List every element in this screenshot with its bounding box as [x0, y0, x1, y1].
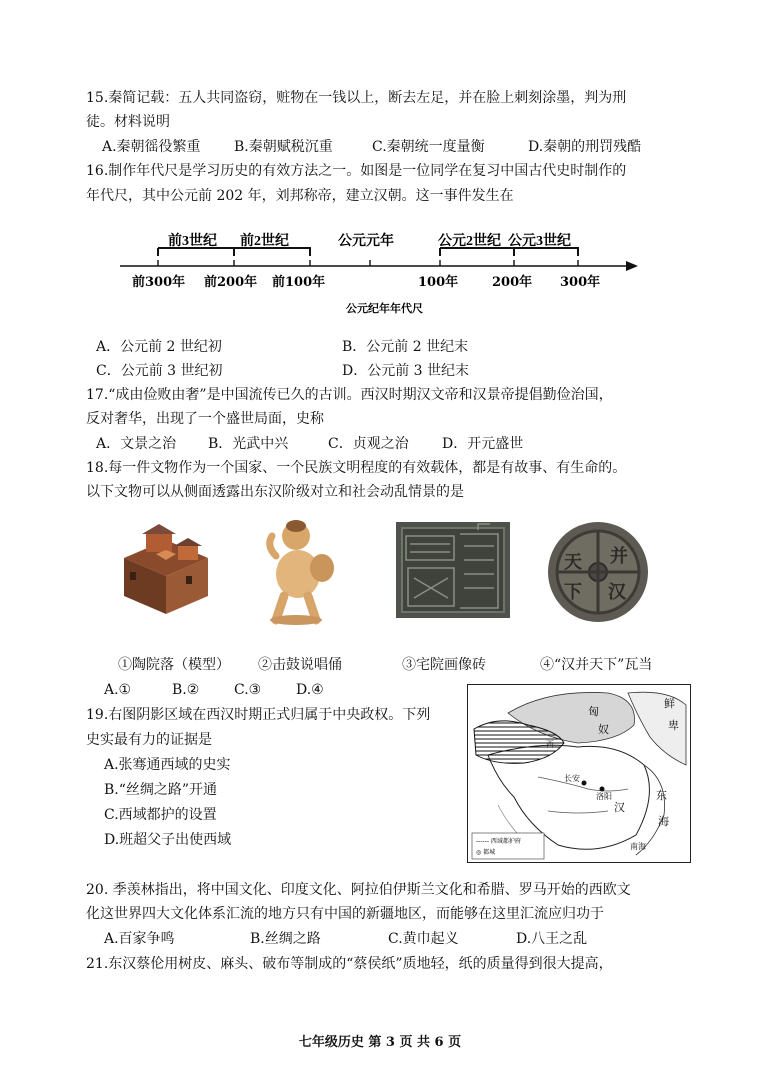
map-label-xiongnu-2: 奴: [598, 723, 609, 736]
map-label-han: 汉: [614, 801, 625, 814]
tile-char-1: 天: [564, 552, 582, 573]
q16-stem-line1: 16.制作年代尺是学习历史的有效方法之一。如图是一位同学在复习中国古代史时制作的: [86, 163, 627, 179]
q17-option-b[interactable]: B．光武中兴: [208, 436, 289, 452]
bracket-label-2ad: 公元2世纪: [438, 234, 501, 249]
q17-stem-line2: 反对奢华，出现了一个盛世局面，史称: [86, 411, 324, 427]
q16-option-c[interactable]: C．公元前 3 世纪初: [96, 363, 223, 379]
q20-option-a[interactable]: A.百家争鸣: [104, 931, 175, 947]
map-label-xianbei-2: 卑: [668, 719, 679, 732]
q17-option-c[interactable]: C．贞观之治: [328, 436, 409, 452]
q15-stem-line1: 15.秦简记载：五人共同盗窃，赃物在一钱以上，断去左足，并在脸上刺刻涂墨，判为刑: [86, 90, 627, 106]
page-footer: 七年级历史 第 3 页 共 6 页: [298, 1035, 462, 1050]
q20-option-c[interactable]: C.黄巾起义: [388, 931, 459, 947]
q20-option-b[interactable]: B.丝绸之路: [250, 931, 321, 947]
q19-option-a[interactable]: A.张骞通西域的史实: [104, 757, 231, 773]
q15-option-c[interactable]: C.秦朝统一度量衡: [372, 139, 485, 155]
map-label-nanhai: 南海: [630, 842, 646, 851]
q19-stem-line1: 19.右图阴影区域在西汉时期正式归属于中央政权。下列: [86, 707, 431, 723]
map-legend-1: ------ 西域都护府: [476, 838, 521, 845]
center-label: 公元元年: [338, 234, 394, 249]
tile-char-2: 下: [564, 582, 582, 603]
q17-option-a[interactable]: A．文景之治: [96, 436, 177, 452]
han-tile-end-image: [546, 520, 650, 624]
map-label-xianbei-1: 鲜: [664, 697, 675, 710]
q18-option-b[interactable]: B.②: [172, 682, 200, 698]
bracket-label-3ad: 公元3世纪: [508, 234, 571, 249]
q19-option-b[interactable]: B.“丝绸之路”开通: [104, 782, 218, 798]
q15-stem-line2: 徒。材料说明: [86, 114, 170, 130]
q17-stem-line1: 17.“成由俭败由奢”是中国流传已久的古训。西汉时期汉文帝和汉景帝提倡勤俭治国，: [86, 387, 613, 403]
map-label-dong: 东: [656, 789, 667, 802]
luoyang-marker: [600, 787, 605, 792]
q18-option-d[interactable]: D.④: [296, 682, 324, 698]
courtyard-brick-relief-image: [394, 520, 512, 620]
tick-100bc: 前100年: [272, 275, 326, 290]
q15-option-b[interactable]: B.秦朝赋税沉重: [234, 139, 333, 155]
q18-stem-line1: 18.每一件文物作为一个国家、一个民族文明程度的有效载体，都是有故事、有生命的。: [86, 460, 627, 476]
tile-char-4: 汉: [608, 582, 626, 603]
tick-200bc: 前200年: [204, 275, 258, 290]
drum-storyteller-figurine-image: [262, 516, 342, 626]
q16-option-a[interactable]: A．公元前 2 世纪初: [96, 339, 222, 355]
tick-100ad: 100年: [418, 275, 459, 290]
caption-brick: ③宅院画像砖: [402, 657, 486, 673]
q18-option-a[interactable]: A.①: [104, 682, 132, 698]
western-han-map: [467, 684, 691, 863]
tick-300ad: 300年: [560, 275, 601, 290]
q21-stem-line1: 21.东汉蔡伦用树皮、麻头、破布等制成的“蔡侯纸”质地轻，纸的质量得到很大提高，: [86, 956, 613, 972]
caption-tile: ④“汉并天下”瓦当: [540, 657, 653, 673]
q16-option-b[interactable]: B．公元前 2 世纪末: [342, 339, 469, 355]
q20-stem-line2: 化这世界四大文化体系汇流的地方只有中国的新疆地区，而能够在这里汇流应归功于: [86, 906, 604, 922]
pottery-courtyard-image: [116, 518, 216, 618]
map-label-xiongnu-1: 匈: [588, 705, 599, 718]
tick-300bc: 前300年: [132, 275, 186, 290]
q15-option-a[interactable]: A.秦朝徭役繁重: [102, 139, 201, 155]
caption-figurine: ②击鼓说唱俑: [258, 657, 342, 673]
q16-stem-line2: 年代尺，其中公元前 202 年，刘邦称帝，建立汉朝。这一事件发生在: [86, 188, 514, 204]
tick-200ad: 200年: [492, 275, 533, 290]
map-label-xi: 西: [546, 740, 554, 749]
q20-option-d[interactable]: D.八王之乱: [516, 931, 588, 947]
map-label-luoyang: 洛阳: [596, 792, 612, 801]
q18-option-c[interactable]: C.③: [234, 682, 262, 698]
changan-marker: [582, 781, 587, 786]
timeline-arrow: [626, 261, 638, 271]
map-label-hai: 海: [658, 815, 669, 828]
q19-option-d[interactable]: D.班超父子出使西域: [104, 832, 232, 848]
tile-char-3: 并: [610, 546, 628, 567]
q16-option-d[interactable]: D．公元前 3 世纪末: [342, 363, 470, 379]
q15-option-d[interactable]: D.秦朝的刑罚残酷: [528, 139, 642, 155]
q20-stem-line1: 20. 季羡林指出，将中国文化、印度文化、阿拉伯伊斯兰文化和希腊、罗马开始的西欧文: [86, 882, 631, 898]
q19-option-c[interactable]: C.西域都护的设置: [104, 807, 217, 823]
map-legend-2: ◎ 都城: [476, 849, 496, 856]
bracket-label-2bc: 前2世纪: [240, 234, 289, 249]
q18-stem-line2: 以下文物可以从侧面透露出东汉阶级对立和社会动乱情景的是: [86, 484, 464, 500]
timeline-ruler: [110, 226, 650, 318]
timeline-caption: 公元纪年年代尺: [346, 302, 423, 315]
bracket-label-3bc: 前3世纪: [168, 234, 217, 249]
caption-pottery-courtyard: ①陶院落（模型）: [118, 657, 230, 673]
q17-option-d[interactable]: D．开元盛世: [442, 436, 524, 452]
map-label-changan: 长安: [564, 774, 580, 783]
q19-stem-line2: 史实最有力的证据是: [86, 732, 212, 748]
